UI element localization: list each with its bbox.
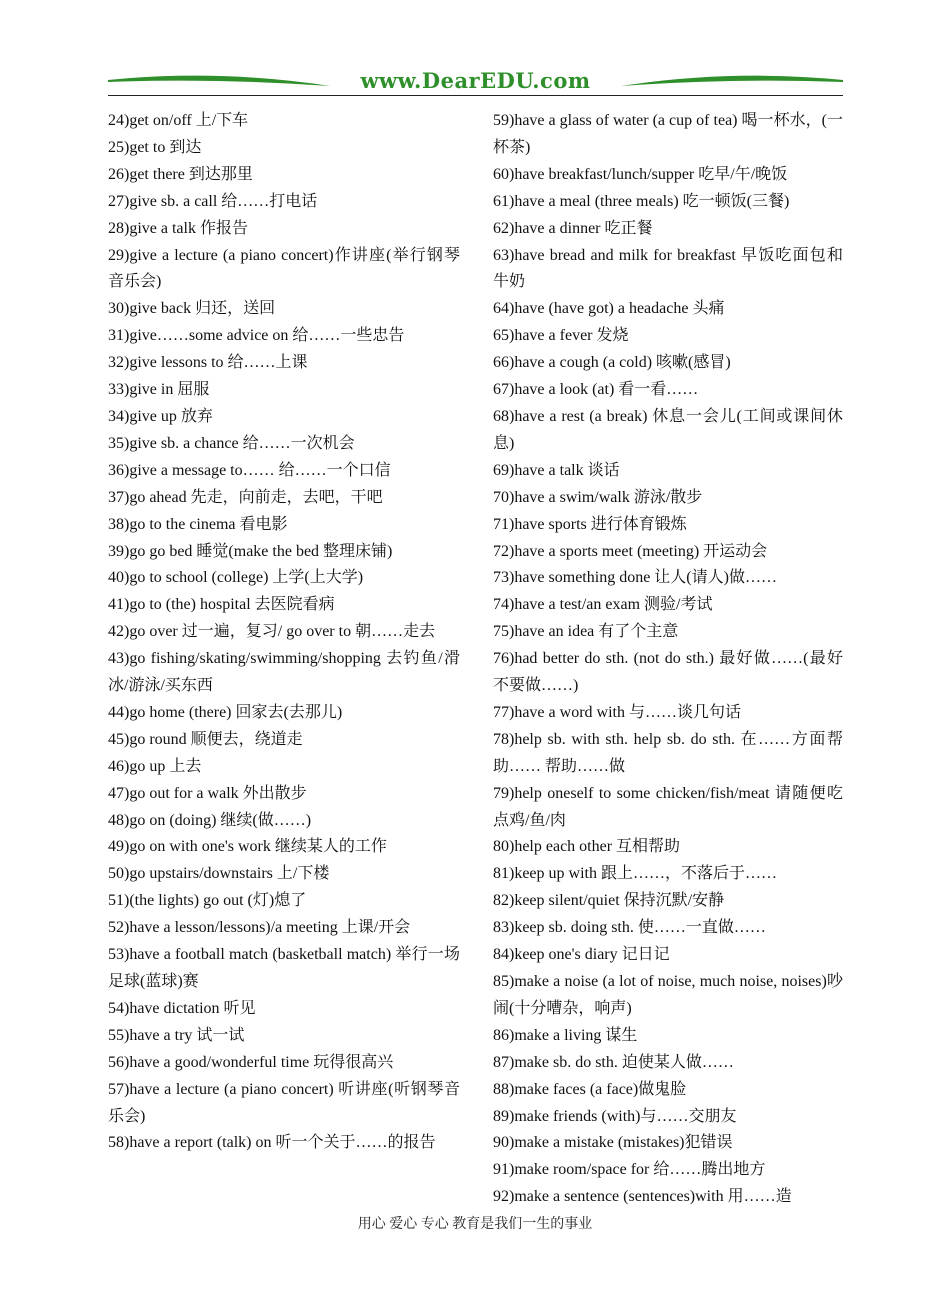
phrase-entry: 25)get to 到达	[108, 138, 202, 156]
phrase-entry: 48)go on (doing) 继续(做……)	[108, 811, 312, 829]
phrase-entry: 33)give in 屈服	[108, 381, 210, 399]
phrase-entry: 47)go out for a walk 外出散步	[108, 784, 307, 802]
phrase-entry: 84)keep one's diary 记日记	[493, 946, 670, 964]
phrase-entry: 31)give……some advice on 给……一些忠告	[108, 327, 405, 345]
phrase-entry: 24)get on/off 上/下车	[108, 112, 249, 129]
phrase-entry: 77)have a word with 与……谈几句话	[493, 703, 741, 721]
phrase-entry: 41)go to (the) hospital 去医院看病	[108, 596, 335, 614]
phrase-entry: 32)give lessons to 给……上课	[108, 354, 308, 372]
phrase-entry: 49)go on with one's work 继续某人的工作	[108, 838, 387, 856]
phrase-entry: 81)keep up with 跟上……，不落后于……	[493, 865, 777, 883]
phrase-entry: 69)have a talk 谈话	[493, 461, 620, 479]
phrase-entry: 36)give a message to…… 给……一个口信	[108, 461, 391, 479]
phrase-entry: 76)had better do sth. (not do sth.) 最好做……(最好不要做……)	[493, 650, 843, 695]
phrase-entry: 71)have sports 进行体育锻炼	[493, 515, 687, 533]
phrase-entry: 92)make a sentence (sentences)with 用……造	[493, 1188, 792, 1206]
right-phrase-column	[493, 108, 843, 1211]
phrase-entry: 70)have a swim/walk 游泳/散步	[493, 488, 703, 506]
phrase-entry: 65)have a fever 发烧	[493, 327, 629, 345]
phrase-entry: 26)get there 到达那里	[108, 165, 253, 183]
phrase-entry: 58)have a report (talk) on 听一个关于……的报告	[108, 1134, 436, 1152]
phrase-entry: 27)give sb. a call 给……打电话	[108, 192, 318, 210]
phrase-entry: 80)help each other 互相帮助	[493, 838, 681, 856]
phrase-entry: 45)go round 顺便去，绕道走	[108, 730, 303, 748]
phrase-entry: 83)keep sb. doing sth. 使……一直做……	[493, 919, 766, 937]
phrase-entry: 43)go fishing/skating/swimming/shopping 去钓鱼/滑冰/游泳/买东西	[108, 650, 460, 695]
phrase-entry: 42)go over 过一遍，复习/ go over to 朝……走去	[108, 623, 436, 641]
phrase-entry: 72)have a sports meet (meeting) 开运动会	[493, 542, 768, 560]
phrase-entry: 85)make a noise (a lot of noise, much noise, noises)吵闹(十分嘈杂，响声)	[493, 973, 843, 1017]
phrase-entry: 74)have a test/an exam 测验/考试	[493, 596, 713, 614]
phrase-entry: 46)go up 上去	[108, 757, 202, 775]
phrase-entry: 39)go go bed 睡觉(make the bed 整理床铺)	[108, 542, 393, 560]
phrase-entry: 51)(the lights) go out (灯)熄了	[108, 892, 307, 910]
phrase-entry: 73)have something done 让人(请人)做……	[493, 569, 777, 587]
phrase-entry: 82)keep silent/quiet 保持沉默/安静	[493, 892, 725, 910]
phrase-entry: 67)have a look (at) 看一看……	[493, 381, 699, 399]
phrase-entry: 30)give back 归还，送回	[108, 300, 276, 318]
phrase-entry: 62)have a dinner 吃正餐	[493, 219, 653, 237]
phrase-entry: 28)give a talk 作报告	[108, 219, 248, 237]
phrase-entry: 57)have a lecture (a piano concert) 听讲座(听钢琴音乐会)	[108, 1080, 460, 1125]
phrase-entry: 37)go ahead 先走，向前走，去吧，干吧	[108, 488, 383, 506]
phrase-entry: 86)make a living 谋生	[493, 1026, 638, 1044]
phrase-entry: 34)give up 放弃	[108, 407, 213, 425]
phrase-entry: 63)have bread and milk for breakfast 早饭吃面包和牛奶	[493, 246, 843, 291]
phrase-entry: 56)have a good/wonderful time 玩得很高兴	[108, 1053, 394, 1071]
phrase-entry: 87)make sb. do sth. 迫使某人做……	[493, 1053, 734, 1071]
site-brand-logo: www.DearEDU.com	[360, 68, 591, 93]
header-divider	[108, 95, 843, 96]
phrase-entry: 60)have breakfast/lunch/supper 吃早/午/晚饭	[493, 165, 788, 183]
phrase-entry: 54)have dictation 听见	[108, 999, 256, 1017]
phrase-entry: 35)give sb. a chance 给……一次机会	[108, 434, 355, 452]
phrase-entry: 44)go home (there) 回家去(去那儿)	[108, 703, 343, 721]
phrase-entry: 55)have a try 试一试	[108, 1026, 245, 1044]
phrase-entry: 52)have a lesson/lessons)/a meeting 上课/开会	[108, 919, 411, 937]
phrase-entry: 53)have a football match (basketball match) 举行一场足球(蓝球)赛	[108, 946, 460, 990]
phrase-entry: 64)have (have got) a headache 头痛	[493, 300, 725, 318]
phrase-entry: 90)make a mistake (mistakes)犯错误	[493, 1134, 733, 1152]
phrase-entry: 59)have a glass of water (a cup of tea) 喝一杯水，(一杯茶)	[493, 112, 843, 156]
phrase-entry: 29)give a lecture (a piano concert)作讲座(举行钢琴音乐会)	[108, 246, 460, 291]
phrase-entry: 66)have a cough (a cold) 咳嗽(感冒)	[493, 354, 731, 372]
left-phrase-column	[108, 108, 460, 1157]
phrase-entry: 68)have a rest (a break) 休息一会儿(工间或课间休息)	[493, 407, 843, 452]
phrase-entry: 89)make friends (with)与……交朋友	[493, 1107, 737, 1125]
phrase-entry: 61)have a meal (three meals) 吃一顿饭(三餐)	[493, 192, 790, 210]
footer-slogan: 用心 爱心 专心 教育是我们一生的事业	[357, 1217, 593, 1232]
phrase-entry: 78)help sb. with sth. help sb. do sth. 在……方面帮助…… 帮助……做	[493, 730, 843, 775]
phrase-entry: 50)go upstairs/downstairs 上/下楼	[108, 865, 330, 883]
phrase-entry: 38)go to the cinema 看电影	[108, 515, 288, 533]
phrase-entry: 40)go to school (college) 上学(上大学)	[108, 569, 364, 587]
phrase-entry: 75)have an idea 有了个主意	[493, 623, 679, 641]
phrase-entry: 88)make faces (a face)做鬼脸	[493, 1080, 687, 1098]
site-header	[108, 66, 843, 98]
phrase-entry: 91)make room/space for 给……腾出地方	[493, 1161, 766, 1179]
phrase-entry: 79)help oneself to some chicken/fish/meat 请随便吃点鸡/鱼/肉	[493, 784, 843, 829]
